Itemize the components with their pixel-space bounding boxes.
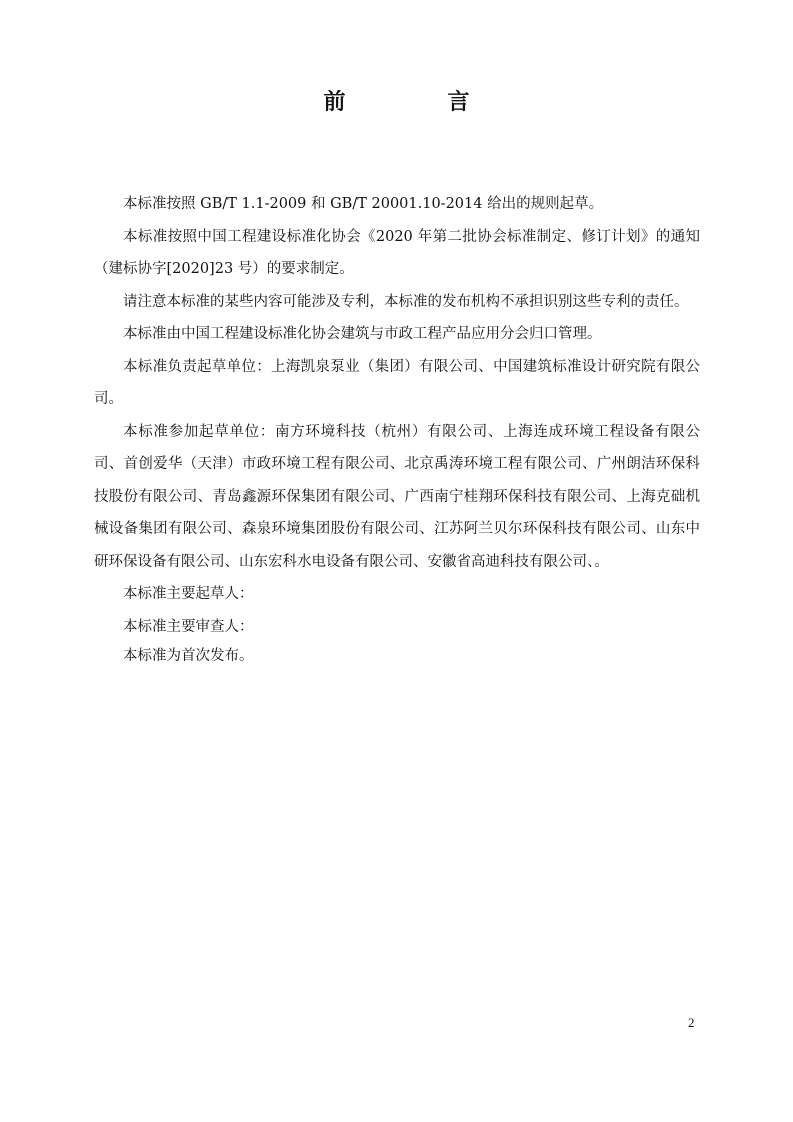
paragraph-lead-drafters: 本标准负责起草单位：上海凯泉泵业（集团）有限公司、中国建筑标准设计研究院有限公司。 (94, 358, 700, 407)
foreword-body (94, 188, 700, 669)
paragraph-plan-notice: 本标准按照中国工程建设标准化协会《2020 年第二批协会标准制定、修订计划》的通知（建标协字[2020]23 号）的要求制定。 (94, 228, 700, 277)
paragraph-patent-notice: 请注意本标准的某些内容可能涉及专利，本标准的发布机构不承担识别这些专利的责任。 (123, 293, 689, 310)
paragraph-main-drafters: 本标准主要起草人： (123, 586, 254, 602)
page-number: 2 (688, 1015, 695, 1030)
page-title: 前 言 (323, 89, 510, 115)
paragraph-main-reviewers: 本标准主要审查人： (123, 618, 254, 635)
paragraph-management: 本标准由中国工程建设标准化协会建筑与市政工程产品应用分会归口管理。 (123, 326, 602, 342)
paragraph-participating-drafters: 本标准参加起草单位：南方环境科技（杭州）有限公司、上海连成环境工程设备有限公司、首创爱华（天津）市政环境工程有限公司、北京禹涛环境工程有限公司、广州朗洁环保科技股份有限公司、青岛鑫源环保集团有限公司、广西南宁桂翔环保科技有限公司、上海克础机械设备集团有限公司、森泉环境集团股份有限公司、江苏阿兰贝尔环保科技有限公司、山东中研环保设备有限公司、山东宏科水电设备有限公司、安徽省高迪科技有限公司、。 (94, 423, 700, 570)
paragraph-drafting-rules: 本标准按照 GB/T 1.1-2009 和 GB/T 20001.10-2014 给出的规则起草。 (123, 196, 604, 212)
paragraph-first-release: 本标准为首次发布。 (123, 648, 254, 664)
